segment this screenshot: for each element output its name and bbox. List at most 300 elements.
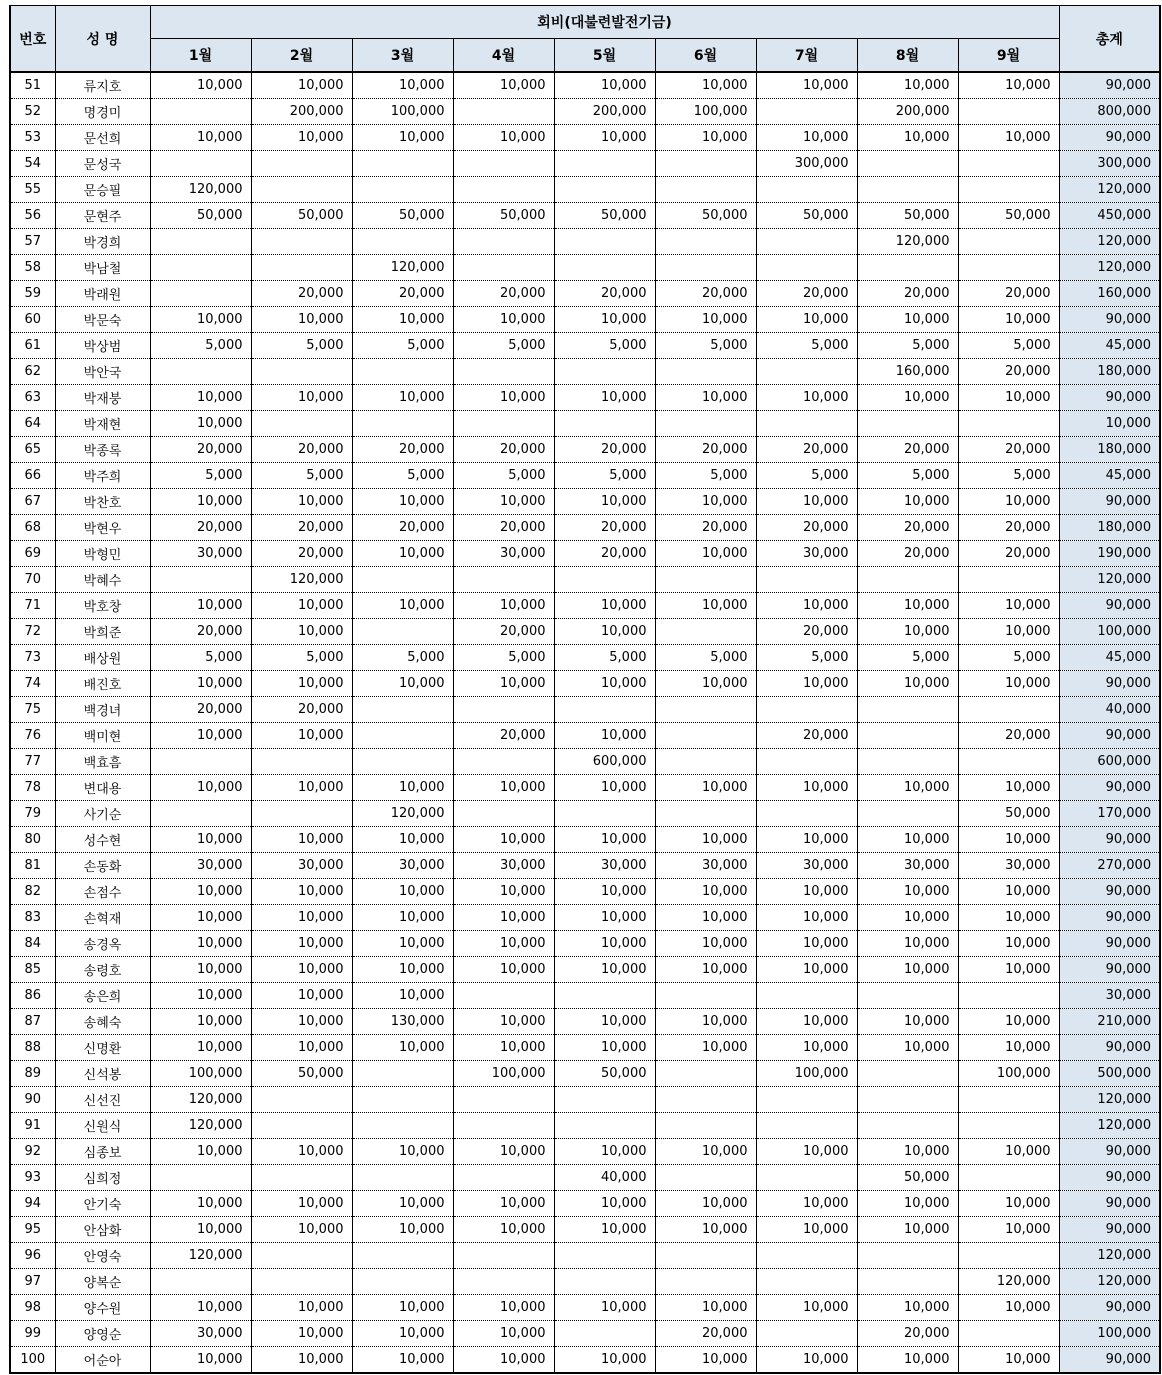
cell-month-9[interactable]: 10,000 xyxy=(958,957,1059,983)
cell-total[interactable]: 45,000 xyxy=(1059,645,1160,671)
cell-total[interactable]: 90,000 xyxy=(1059,671,1160,697)
cell-no[interactable]: 96 xyxy=(10,1243,55,1269)
cell-month-8[interactable] xyxy=(857,567,958,593)
cell-month-2[interactable]: 10,000 xyxy=(251,1347,352,1374)
cell-month-6[interactable] xyxy=(655,177,756,203)
cell-month-3[interactable]: 20,000 xyxy=(352,437,453,463)
cell-month-4[interactable]: 10,000 xyxy=(453,905,554,931)
cell-month-2[interactable] xyxy=(251,151,352,177)
cell-name[interactable]: 박종록 xyxy=(55,437,150,463)
cell-month-1[interactable]: 120,000 xyxy=(150,1087,251,1113)
cell-name[interactable]: 손혁재 xyxy=(55,905,150,931)
cell-month-9[interactable] xyxy=(958,411,1059,437)
cell-month-6[interactable]: 10,000 xyxy=(655,775,756,801)
cell-month-9[interactable] xyxy=(958,1113,1059,1139)
cell-month-2[interactable]: 50,000 xyxy=(251,203,352,229)
cell-month-5[interactable]: 30,000 xyxy=(554,853,655,879)
cell-month-5[interactable]: 50,000 xyxy=(554,203,655,229)
header-month-5[interactable]: 5월 xyxy=(554,39,655,73)
cell-total[interactable]: 90,000 xyxy=(1059,1165,1160,1191)
cell-month-6[interactable]: 10,000 xyxy=(655,1347,756,1374)
cell-month-8[interactable]: 30,000 xyxy=(857,853,958,879)
cell-month-7[interactable]: 10,000 xyxy=(756,1347,857,1374)
cell-total[interactable]: 180,000 xyxy=(1059,359,1160,385)
cell-month-2[interactable]: 20,000 xyxy=(251,281,352,307)
cell-no[interactable]: 91 xyxy=(10,1113,55,1139)
cell-month-8[interactable]: 10,000 xyxy=(857,385,958,411)
cell-month-8[interactable] xyxy=(857,801,958,827)
cell-month-1[interactable]: 120,000 xyxy=(150,1243,251,1269)
cell-month-3[interactable] xyxy=(352,1269,453,1295)
cell-month-6[interactable] xyxy=(655,151,756,177)
cell-name[interactable]: 박재붕 xyxy=(55,385,150,411)
cell-month-6[interactable] xyxy=(655,749,756,775)
cell-total[interactable]: 190,000 xyxy=(1059,541,1160,567)
cell-month-5[interactable] xyxy=(554,229,655,255)
cell-month-3[interactable]: 10,000 xyxy=(352,1191,453,1217)
cell-total[interactable]: 90,000 xyxy=(1059,385,1160,411)
cell-month-9[interactable]: 10,000 xyxy=(958,1139,1059,1165)
cell-month-2[interactable] xyxy=(251,411,352,437)
cell-month-8[interactable]: 10,000 xyxy=(857,489,958,515)
cell-month-8[interactable]: 10,000 xyxy=(857,1035,958,1061)
cell-no[interactable]: 76 xyxy=(10,723,55,749)
cell-month-8[interactable]: 10,000 xyxy=(857,1139,958,1165)
cell-month-1[interactable]: 50,000 xyxy=(150,203,251,229)
cell-name[interactable]: 백미현 xyxy=(55,723,150,749)
cell-month-1[interactable]: 10,000 xyxy=(150,905,251,931)
cell-no[interactable]: 62 xyxy=(10,359,55,385)
cell-month-1[interactable]: 120,000 xyxy=(150,177,251,203)
cell-month-1[interactable]: 20,000 xyxy=(150,619,251,645)
cell-month-5[interactable]: 20,000 xyxy=(554,541,655,567)
cell-no[interactable]: 67 xyxy=(10,489,55,515)
cell-month-9[interactable] xyxy=(958,697,1059,723)
cell-month-8[interactable]: 20,000 xyxy=(857,281,958,307)
cell-month-8[interactable]: 200,000 xyxy=(857,99,958,125)
cell-name[interactable]: 심희정 xyxy=(55,1165,150,1191)
cell-month-6[interactable]: 20,000 xyxy=(655,515,756,541)
cell-month-8[interactable]: 10,000 xyxy=(857,593,958,619)
cell-month-6[interactable] xyxy=(655,1269,756,1295)
cell-month-5[interactable]: 10,000 xyxy=(554,671,655,697)
cell-month-7[interactable]: 10,000 xyxy=(756,593,857,619)
cell-month-1[interactable] xyxy=(150,229,251,255)
cell-name[interactable]: 안삼화 xyxy=(55,1217,150,1243)
cell-month-9[interactable]: 50,000 xyxy=(958,203,1059,229)
cell-month-9[interactable]: 10,000 xyxy=(958,1009,1059,1035)
cell-month-6[interactable]: 10,000 xyxy=(655,957,756,983)
cell-month-4[interactable]: 10,000 xyxy=(453,125,554,151)
cell-no[interactable]: 70 xyxy=(10,567,55,593)
cell-month-6[interactable]: 10,000 xyxy=(655,671,756,697)
cell-month-8[interactable]: 160,000 xyxy=(857,359,958,385)
cell-month-8[interactable]: 10,000 xyxy=(857,905,958,931)
cell-month-9[interactable]: 50,000 xyxy=(958,801,1059,827)
cell-month-9[interactable] xyxy=(958,1243,1059,1269)
cell-month-8[interactable] xyxy=(857,411,958,437)
cell-no[interactable]: 61 xyxy=(10,333,55,359)
cell-month-4[interactable] xyxy=(453,983,554,1009)
cell-month-4[interactable] xyxy=(453,1113,554,1139)
cell-month-5[interactable]: 10,000 xyxy=(554,1191,655,1217)
cell-month-1[interactable]: 10,000 xyxy=(150,1035,251,1061)
cell-month-9[interactable]: 10,000 xyxy=(958,593,1059,619)
cell-month-6[interactable]: 100,000 xyxy=(655,99,756,125)
cell-month-9[interactable]: 10,000 xyxy=(958,619,1059,645)
cell-month-8[interactable] xyxy=(857,1061,958,1087)
cell-month-1[interactable]: 10,000 xyxy=(150,411,251,437)
cell-month-5[interactable]: 10,000 xyxy=(554,489,655,515)
cell-month-7[interactable]: 10,000 xyxy=(756,307,857,333)
cell-month-3[interactable] xyxy=(352,151,453,177)
cell-month-2[interactable] xyxy=(251,1243,352,1269)
cell-month-9[interactable]: 10,000 xyxy=(958,671,1059,697)
cell-month-9[interactable]: 10,000 xyxy=(958,1295,1059,1321)
cell-month-6[interactable] xyxy=(655,619,756,645)
cell-month-6[interactable] xyxy=(655,255,756,281)
cell-month-7[interactable]: 10,000 xyxy=(756,1295,857,1321)
cell-month-5[interactable]: 10,000 xyxy=(554,1035,655,1061)
cell-month-2[interactable] xyxy=(251,1165,352,1191)
cell-month-4[interactable] xyxy=(453,177,554,203)
cell-month-5[interactable]: 10,000 xyxy=(554,307,655,333)
cell-month-8[interactable] xyxy=(857,983,958,1009)
cell-month-3[interactable]: 120,000 xyxy=(352,801,453,827)
cell-total[interactable]: 180,000 xyxy=(1059,515,1160,541)
cell-total[interactable]: 120,000 xyxy=(1059,1087,1160,1113)
cell-month-7[interactable]: 20,000 xyxy=(756,723,857,749)
cell-month-7[interactable] xyxy=(756,229,857,255)
cell-no[interactable]: 82 xyxy=(10,879,55,905)
cell-month-7[interactable]: 10,000 xyxy=(756,125,857,151)
cell-month-2[interactable]: 20,000 xyxy=(251,697,352,723)
header-month-8[interactable]: 8월 xyxy=(857,39,958,73)
cell-total[interactable]: 90,000 xyxy=(1059,1191,1160,1217)
cell-total[interactable]: 120,000 xyxy=(1059,255,1160,281)
cell-month-3[interactable] xyxy=(352,1243,453,1269)
cell-month-5[interactable]: 10,000 xyxy=(554,125,655,151)
cell-month-6[interactable]: 10,000 xyxy=(655,827,756,853)
cell-month-6[interactable]: 20,000 xyxy=(655,281,756,307)
cell-total[interactable]: 45,000 xyxy=(1059,463,1160,489)
cell-month-4[interactable]: 10,000 xyxy=(453,1321,554,1347)
cell-month-5[interactable]: 600,000 xyxy=(554,749,655,775)
cell-no[interactable]: 85 xyxy=(10,957,55,983)
cell-month-7[interactable]: 5,000 xyxy=(756,333,857,359)
cell-month-4[interactable]: 10,000 xyxy=(453,489,554,515)
cell-no[interactable]: 80 xyxy=(10,827,55,853)
cell-name[interactable]: 송혜숙 xyxy=(55,1009,150,1035)
cell-month-4[interactable]: 10,000 xyxy=(453,1035,554,1061)
cell-month-8[interactable]: 10,000 xyxy=(857,1009,958,1035)
cell-total[interactable]: 90,000 xyxy=(1059,827,1160,853)
cell-month-4[interactable] xyxy=(453,359,554,385)
cell-total[interactable]: 210,000 xyxy=(1059,1009,1160,1035)
cell-month-9[interactable] xyxy=(958,1087,1059,1113)
cell-no[interactable]: 98 xyxy=(10,1295,55,1321)
cell-month-9[interactable]: 20,000 xyxy=(958,723,1059,749)
cell-month-8[interactable]: 20,000 xyxy=(857,515,958,541)
cell-month-1[interactable]: 10,000 xyxy=(150,1139,251,1165)
cell-month-1[interactable]: 10,000 xyxy=(150,1347,251,1374)
cell-month-6[interactable]: 10,000 xyxy=(655,1191,756,1217)
cell-month-2[interactable]: 10,000 xyxy=(251,619,352,645)
cell-month-6[interactable]: 30,000 xyxy=(655,853,756,879)
cell-month-9[interactable]: 10,000 xyxy=(958,1347,1059,1374)
cell-month-4[interactable]: 5,000 xyxy=(453,333,554,359)
cell-name[interactable]: 성수현 xyxy=(55,827,150,853)
cell-month-5[interactable]: 20,000 xyxy=(554,281,655,307)
cell-month-4[interactable] xyxy=(453,1165,554,1191)
cell-month-3[interactable]: 10,000 xyxy=(352,1295,453,1321)
cell-month-7[interactable]: 10,000 xyxy=(756,385,857,411)
cell-total[interactable]: 120,000 xyxy=(1059,1269,1160,1295)
cell-month-9[interactable]: 20,000 xyxy=(958,281,1059,307)
header-month-3[interactable]: 3월 xyxy=(352,39,453,73)
cell-no[interactable]: 58 xyxy=(10,255,55,281)
cell-month-5[interactable]: 20,000 xyxy=(554,515,655,541)
cell-no[interactable]: 73 xyxy=(10,645,55,671)
cell-month-3[interactable] xyxy=(352,359,453,385)
cell-month-2[interactable] xyxy=(251,749,352,775)
cell-name[interactable]: 박상범 xyxy=(55,333,150,359)
cell-name[interactable]: 신선진 xyxy=(55,1087,150,1113)
cell-month-7[interactable]: 10,000 xyxy=(756,827,857,853)
cell-month-3[interactable]: 10,000 xyxy=(352,1035,453,1061)
cell-month-9[interactable] xyxy=(958,983,1059,1009)
cell-month-9[interactable]: 10,000 xyxy=(958,931,1059,957)
cell-month-2[interactable]: 10,000 xyxy=(251,1139,352,1165)
cell-month-9[interactable]: 10,000 xyxy=(958,905,1059,931)
cell-month-7[interactable] xyxy=(756,411,857,437)
cell-month-3[interactable]: 30,000 xyxy=(352,853,453,879)
cell-month-2[interactable]: 10,000 xyxy=(251,775,352,801)
cell-month-2[interactable]: 10,000 xyxy=(251,489,352,515)
cell-month-7[interactable]: 10,000 xyxy=(756,1217,857,1243)
cell-name[interactable]: 신명환 xyxy=(55,1035,150,1061)
cell-no[interactable]: 71 xyxy=(10,593,55,619)
cell-month-9[interactable]: 10,000 xyxy=(958,307,1059,333)
cell-total[interactable]: 300,000 xyxy=(1059,151,1160,177)
cell-month-6[interactable]: 50,000 xyxy=(655,203,756,229)
cell-month-8[interactable] xyxy=(857,1243,958,1269)
cell-month-3[interactable] xyxy=(352,749,453,775)
cell-month-5[interactable]: 10,000 xyxy=(554,1295,655,1321)
cell-month-3[interactable]: 10,000 xyxy=(352,671,453,697)
cell-month-6[interactable]: 10,000 xyxy=(655,1295,756,1321)
cell-total[interactable]: 90,000 xyxy=(1059,905,1160,931)
cell-month-9[interactable] xyxy=(958,567,1059,593)
cell-month-3[interactable]: 10,000 xyxy=(352,1347,453,1374)
cell-month-7[interactable] xyxy=(756,177,857,203)
cell-month-9[interactable]: 100,000 xyxy=(958,1061,1059,1087)
cell-total[interactable]: 90,000 xyxy=(1059,775,1160,801)
cell-month-5[interactable]: 20,000 xyxy=(554,437,655,463)
cell-total[interactable]: 90,000 xyxy=(1059,593,1160,619)
header-month-6[interactable]: 6월 xyxy=(655,39,756,73)
cell-total[interactable]: 30,000 xyxy=(1059,983,1160,1009)
cell-name[interactable]: 박호창 xyxy=(55,593,150,619)
cell-no[interactable]: 94 xyxy=(10,1191,55,1217)
cell-name[interactable]: 송은희 xyxy=(55,983,150,1009)
cell-month-3[interactable]: 10,000 xyxy=(352,593,453,619)
cell-month-9[interactable]: 10,000 xyxy=(958,125,1059,151)
cell-total[interactable]: 40,000 xyxy=(1059,697,1160,723)
cell-no[interactable]: 53 xyxy=(10,125,55,151)
cell-month-4[interactable]: 10,000 xyxy=(453,72,554,99)
cell-name[interactable]: 사기순 xyxy=(55,801,150,827)
cell-month-6[interactable] xyxy=(655,801,756,827)
cell-month-7[interactable]: 5,000 xyxy=(756,645,857,671)
cell-month-6[interactable]: 10,000 xyxy=(655,385,756,411)
cell-month-4[interactable]: 10,000 xyxy=(453,957,554,983)
cell-total[interactable]: 180,000 xyxy=(1059,437,1160,463)
cell-name[interactable]: 안영숙 xyxy=(55,1243,150,1269)
cell-month-6[interactable] xyxy=(655,697,756,723)
cell-month-8[interactable]: 10,000 xyxy=(857,1191,958,1217)
cell-month-6[interactable]: 5,000 xyxy=(655,333,756,359)
cell-no[interactable]: 68 xyxy=(10,515,55,541)
cell-month-1[interactable]: 10,000 xyxy=(150,931,251,957)
cell-month-4[interactable]: 100,000 xyxy=(453,1061,554,1087)
cell-total[interactable]: 90,000 xyxy=(1059,72,1160,99)
cell-total[interactable]: 45,000 xyxy=(1059,333,1160,359)
cell-month-5[interactable] xyxy=(554,1243,655,1269)
cell-month-9[interactable] xyxy=(958,1321,1059,1347)
cell-month-8[interactable]: 10,000 xyxy=(857,1217,958,1243)
cell-month-2[interactable]: 10,000 xyxy=(251,827,352,853)
cell-name[interactable]: 박안국 xyxy=(55,359,150,385)
cell-month-9[interactable] xyxy=(958,255,1059,281)
cell-no[interactable]: 79 xyxy=(10,801,55,827)
cell-month-1[interactable] xyxy=(150,567,251,593)
cell-month-4[interactable]: 10,000 xyxy=(453,385,554,411)
cell-month-2[interactable]: 200,000 xyxy=(251,99,352,125)
cell-month-5[interactable]: 200,000 xyxy=(554,99,655,125)
cell-month-8[interactable]: 10,000 xyxy=(857,879,958,905)
cell-month-4[interactable]: 50,000 xyxy=(453,203,554,229)
cell-month-7[interactable] xyxy=(756,697,857,723)
cell-no[interactable]: 72 xyxy=(10,619,55,645)
cell-month-1[interactable] xyxy=(150,749,251,775)
cell-month-7[interactable]: 10,000 xyxy=(756,1139,857,1165)
cell-month-9[interactable]: 10,000 xyxy=(958,489,1059,515)
cell-month-3[interactable]: 20,000 xyxy=(352,281,453,307)
cell-month-9[interactable]: 20,000 xyxy=(958,541,1059,567)
cell-month-6[interactable] xyxy=(655,411,756,437)
cell-no[interactable]: 99 xyxy=(10,1321,55,1347)
cell-name[interactable]: 양영순 xyxy=(55,1321,150,1347)
cell-month-6[interactable]: 10,000 xyxy=(655,489,756,515)
cell-total[interactable]: 100,000 xyxy=(1059,619,1160,645)
cell-month-3[interactable] xyxy=(352,229,453,255)
cell-month-7[interactable]: 10,000 xyxy=(756,957,857,983)
cell-no[interactable]: 100 xyxy=(10,1347,55,1374)
cell-total[interactable]: 120,000 xyxy=(1059,1243,1160,1269)
cell-no[interactable]: 55 xyxy=(10,177,55,203)
cell-month-7[interactable]: 10,000 xyxy=(756,931,857,957)
cell-month-4[interactable]: 10,000 xyxy=(453,593,554,619)
cell-month-2[interactable] xyxy=(251,1087,352,1113)
cell-month-9[interactable]: 5,000 xyxy=(958,645,1059,671)
cell-month-6[interactable] xyxy=(655,1061,756,1087)
cell-month-8[interactable]: 10,000 xyxy=(857,125,958,151)
cell-month-2[interactable] xyxy=(251,1113,352,1139)
cell-name[interactable]: 손점수 xyxy=(55,879,150,905)
cell-month-8[interactable] xyxy=(857,723,958,749)
cell-total[interactable]: 120,000 xyxy=(1059,229,1160,255)
cell-month-3[interactable] xyxy=(352,177,453,203)
cell-month-1[interactable] xyxy=(150,151,251,177)
header-month-7[interactable]: 7월 xyxy=(756,39,857,73)
cell-month-1[interactable]: 120,000 xyxy=(150,1113,251,1139)
cell-name[interactable]: 배상원 xyxy=(55,645,150,671)
cell-month-7[interactable]: 100,000 xyxy=(756,1061,857,1087)
cell-month-8[interactable]: 120,000 xyxy=(857,229,958,255)
cell-month-3[interactable]: 10,000 xyxy=(352,879,453,905)
cell-month-3[interactable] xyxy=(352,411,453,437)
cell-month-6[interactable]: 5,000 xyxy=(655,645,756,671)
cell-no[interactable]: 81 xyxy=(10,853,55,879)
cell-month-4[interactable]: 10,000 xyxy=(453,827,554,853)
cell-month-6[interactable] xyxy=(655,567,756,593)
cell-total[interactable]: 120,000 xyxy=(1059,567,1160,593)
cell-name[interactable]: 박형민 xyxy=(55,541,150,567)
cell-no[interactable]: 66 xyxy=(10,463,55,489)
cell-month-1[interactable]: 10,000 xyxy=(150,775,251,801)
cell-month-1[interactable]: 10,000 xyxy=(150,723,251,749)
cell-month-6[interactable]: 10,000 xyxy=(655,125,756,151)
cell-month-5[interactable] xyxy=(554,177,655,203)
cell-total[interactable]: 160,000 xyxy=(1059,281,1160,307)
cell-month-5[interactable]: 40,000 xyxy=(554,1165,655,1191)
cell-month-1[interactable] xyxy=(150,1269,251,1295)
cell-total[interactable]: 90,000 xyxy=(1059,1217,1160,1243)
cell-month-1[interactable] xyxy=(150,281,251,307)
cell-month-7[interactable] xyxy=(756,983,857,1009)
cell-month-3[interactable]: 50,000 xyxy=(352,203,453,229)
cell-month-9[interactable]: 10,000 xyxy=(958,1191,1059,1217)
cell-no[interactable]: 88 xyxy=(10,1035,55,1061)
cell-month-5[interactable]: 10,000 xyxy=(554,957,655,983)
cell-total[interactable]: 600,000 xyxy=(1059,749,1160,775)
cell-month-5[interactable] xyxy=(554,567,655,593)
cell-month-1[interactable]: 5,000 xyxy=(150,333,251,359)
cell-month-7[interactable] xyxy=(756,1165,857,1191)
cell-month-2[interactable]: 5,000 xyxy=(251,645,352,671)
cell-month-7[interactable] xyxy=(756,1087,857,1113)
cell-month-9[interactable] xyxy=(958,177,1059,203)
cell-month-5[interactable]: 10,000 xyxy=(554,1009,655,1035)
cell-month-2[interactable]: 10,000 xyxy=(251,879,352,905)
cell-no[interactable]: 93 xyxy=(10,1165,55,1191)
cell-name[interactable]: 박경희 xyxy=(55,229,150,255)
cell-month-8[interactable]: 5,000 xyxy=(857,645,958,671)
cell-month-1[interactable]: 10,000 xyxy=(150,1295,251,1321)
cell-month-2[interactable]: 20,000 xyxy=(251,515,352,541)
cell-month-7[interactable] xyxy=(756,1269,857,1295)
cell-total[interactable]: 90,000 xyxy=(1059,1035,1160,1061)
cell-month-6[interactable]: 5,000 xyxy=(655,463,756,489)
cell-month-2[interactable]: 10,000 xyxy=(251,1321,352,1347)
cell-month-3[interactable]: 10,000 xyxy=(352,1139,453,1165)
cell-month-2[interactable]: 10,000 xyxy=(251,1191,352,1217)
cell-month-7[interactable] xyxy=(756,99,857,125)
cell-month-6[interactable] xyxy=(655,1113,756,1139)
cell-total[interactable]: 450,000 xyxy=(1059,203,1160,229)
cell-month-6[interactable] xyxy=(655,983,756,1009)
